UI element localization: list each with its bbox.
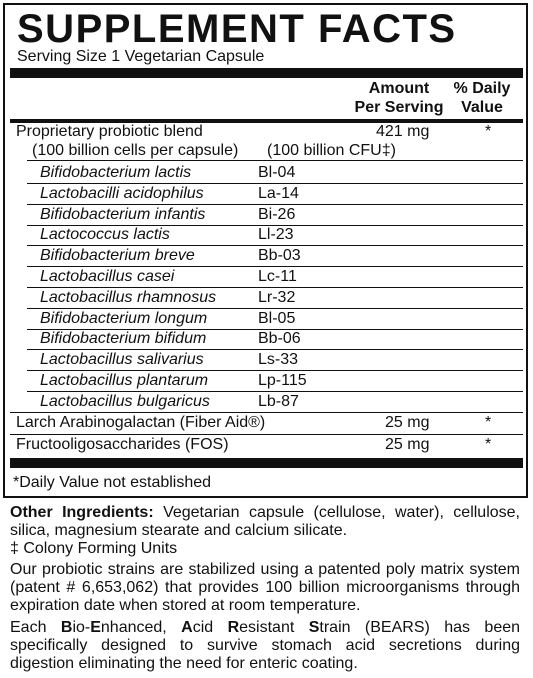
strain-row bbox=[10, 329, 523, 349]
blend-amount: 421 mg bbox=[376, 123, 430, 140]
blend-sub: (100 billion cells per capsule) bbox=[32, 142, 239, 159]
ingredient-row bbox=[10, 413, 523, 433]
cfu-note: ‡ Colony Forming Units bbox=[10, 540, 178, 557]
bears-text: train (BEARS) has been specifically designed to survive stomach acid secretions during digestion eliminating the need for enteric coating. bbox=[10, 619, 521, 672]
bears-paragraph bbox=[10, 619, 520, 673]
other-ingredients bbox=[10, 504, 520, 540]
stability-paragraph: Our probiotic strains are stabilized using a patented poly matrix system (patent # 6,653,062) that provides 100 billion microorganisms through expiration date when stored at room temperature. bbox=[10, 561, 520, 614]
ingredient-dv: * bbox=[485, 414, 492, 431]
dv-header-line2: Value bbox=[461, 99, 503, 116]
ingredient-amount: 25 mg bbox=[385, 436, 430, 453]
strain-row bbox=[10, 371, 523, 391]
other-ingredients-text: Vegetarian capsule (cellulose, water), cellulose, silica, magnesium stearate and calcium silicate. bbox=[10, 504, 521, 539]
strain-name: Bifidobacterium lactis bbox=[40, 164, 192, 181]
amount-header bbox=[344, 79, 454, 117]
ingredient-name: Larch Arabinogalactan (Fiber Aid®) bbox=[16, 414, 266, 431]
blend-row bbox=[10, 122, 523, 142]
strain-code: Bb-03 bbox=[258, 247, 301, 265]
strain-code: Bl-04 bbox=[258, 164, 296, 181]
strain-code: Bl-05 bbox=[258, 309, 296, 327]
strain-name: Lactococcus lactis bbox=[40, 226, 170, 244]
strain-name: Lactobacillus salivarius bbox=[40, 351, 204, 369]
strain-row bbox=[10, 309, 523, 329]
blend-sub-row bbox=[10, 141, 523, 161]
bears-initial: S bbox=[308, 619, 320, 636]
strain-code: Ls-33 bbox=[258, 351, 299, 369]
daily-value-header bbox=[441, 79, 523, 117]
bears-initial: A bbox=[181, 619, 193, 636]
serving-size: Serving Size 1 Vegetarian Capsule bbox=[17, 48, 265, 65]
strain-code: Lp-115 bbox=[258, 372, 307, 389]
bears-initial: E bbox=[90, 619, 101, 636]
strain-row bbox=[10, 205, 523, 225]
amount-header-line1: Amount bbox=[368, 80, 430, 97]
strain-code: Lc-11 bbox=[258, 268, 297, 285]
strain-row bbox=[10, 350, 523, 370]
thick-divider-top bbox=[10, 68, 523, 78]
strain-row bbox=[10, 288, 523, 308]
strain-name: Bifidobacterium bifidum bbox=[40, 330, 207, 348]
strain-name: Lactobacilli acidophilus bbox=[40, 184, 204, 202]
blend-sub-amount: (100 billion CFU‡) bbox=[267, 142, 396, 159]
bears-initial: B bbox=[60, 619, 73, 636]
strain-row bbox=[10, 267, 523, 287]
strain-row bbox=[10, 163, 523, 183]
ingredient-dv: * bbox=[485, 436, 492, 453]
other-ingredients-label: Other Ingredients: bbox=[10, 504, 154, 521]
strain-name: Lactobacillus plantarum bbox=[40, 372, 209, 389]
strain-row bbox=[10, 184, 523, 204]
strain-name: Lactobacillus rhamnosus bbox=[40, 288, 217, 306]
bears-text: io- bbox=[72, 619, 91, 636]
ingredient-name: Fructooligosaccharides (FOS) bbox=[16, 436, 229, 453]
blend-dv: * bbox=[485, 123, 492, 140]
strain-code: Lr-32 bbox=[258, 288, 296, 306]
strain-code: Ll-23 bbox=[258, 226, 294, 244]
strain-name: Bifidobacterium longum bbox=[40, 309, 208, 327]
dv-header-line1: % Daily bbox=[453, 80, 511, 97]
bears-text: nhanced, bbox=[100, 619, 182, 636]
strain-name: Bifidobacterium infantis bbox=[40, 205, 206, 223]
blend-name: Proprietary probiotic blend bbox=[16, 123, 203, 140]
daily-value-footnote: *Daily Value not established bbox=[13, 474, 212, 491]
strain-code: La-14 bbox=[258, 184, 299, 202]
panel-title: SUPPLEMENT FACTS bbox=[17, 7, 457, 51]
strain-name: Bifidobacterium breve bbox=[40, 247, 195, 265]
strain-row bbox=[10, 246, 523, 266]
supplement-facts-panel bbox=[3, 3, 528, 498]
strain-name: Lactobacillus bulgaricus bbox=[40, 392, 210, 410]
strain-name: Lactobacillus casei bbox=[40, 268, 175, 285]
strain-row bbox=[10, 392, 523, 412]
bears-initial: R bbox=[227, 619, 240, 636]
strain-row bbox=[10, 225, 523, 245]
ingredient-amount: 25 mg bbox=[385, 414, 430, 431]
ingredient-row bbox=[10, 435, 523, 455]
strain-code: Bb-06 bbox=[258, 330, 301, 348]
strain-code: Bi-26 bbox=[258, 205, 296, 223]
amount-header-line2: Per Serving bbox=[354, 99, 444, 116]
bears-text: esistant bbox=[239, 619, 309, 636]
strain-code: Lb-87 bbox=[258, 392, 299, 410]
bears-text: cid bbox=[192, 619, 228, 636]
bears-text: Each bbox=[10, 619, 61, 636]
thick-divider-bottom bbox=[10, 458, 523, 468]
rule bbox=[27, 160, 523, 161]
